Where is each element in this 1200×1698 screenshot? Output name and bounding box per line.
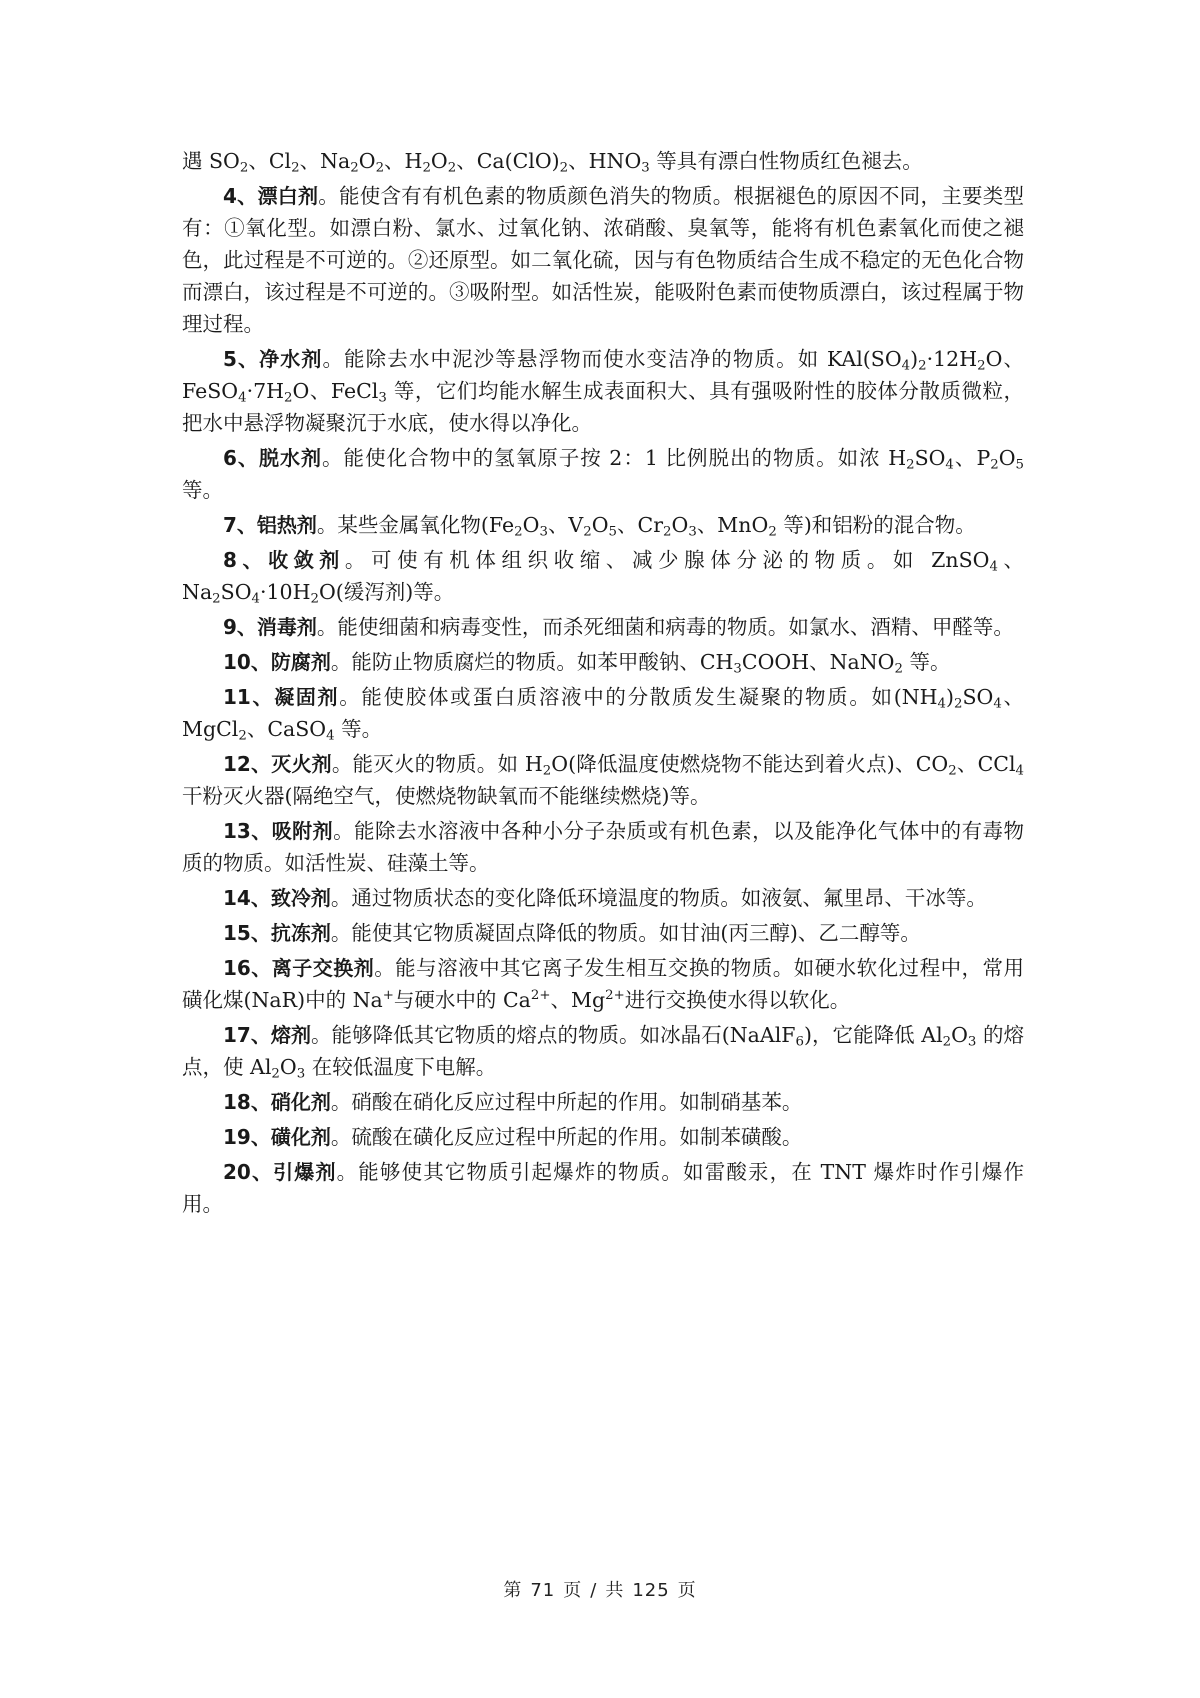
page-label: 第 bbox=[503, 1580, 523, 1601]
item-preservative: 10、防腐剂。能防止物质腐烂的物质。如苯甲酸钠、$CH_3COOH$、NaNO$_2$ 等。 bbox=[223, 650, 951, 677]
total-pages: 125 bbox=[632, 1580, 670, 1601]
item-disinfectant: 9、消毒剂。能使细菌和病毒变性，而杀死细菌和病毒的物质。如氯水、酒精、甲醛等。 bbox=[223, 615, 1014, 639]
item-detonator: 20、引爆剂。能够使其它物质引起爆炸的物质。如雷酸汞，在 TNT 爆炸时作引爆作用。 bbox=[182, 1160, 1024, 1216]
item-refrigerant: 14、致冷剂。通过物质状态的变化降低环境温度的物质。如液氨、氟里昂、干冰等。 bbox=[223, 886, 987, 910]
document-body bbox=[182, 145, 1024, 1223]
paragraph-intro: 遇 $SO_2$、$Cl_2$、$Na_2O_2$、$H_2O_2$、$Ca(ClO)_2$、$HNO_3$ 等具有漂白性物质红色褪去。 bbox=[182, 149, 923, 176]
total-label: 共 bbox=[605, 1580, 625, 1601]
item-sulfonating-agent: 19、磺化剂。硫酸在磺化反应过程中所起的作用。如制苯磺酸。 bbox=[223, 1125, 803, 1149]
item-coagulant: 11、凝固剂。能使胶体或蛋白质溶液中的分散质发生凝聚的物质。如$(NH_4)_2SO_4$、MgCl$_2$、CaSO$_4$ 等。 bbox=[182, 685, 1025, 744]
item-adsorbent: 13、吸附剂。能除去水溶液中各种小分子杂质或有机色素，以及能净化气体中的有毒物质的物质。如活性炭、硅藻土等。 bbox=[182, 819, 1024, 875]
item-bleaching-agent: 4、漂白剂。能使含有有机色素的物质颜色消失的物质。根据褪色的原因不同，主要类型有：①氧化型。如漂白粉、氯水、过氧化钠、浓硝酸、臭氧等，能将有机色素氧化而使之褪色，此过程是不可逆的。②还原型。如二氧化硫，因与有色物质结合生成不稳定的无色化合物而漂白，该过程是不可逆的。③吸附型。如活性炭，能吸附色素而使物质漂白，该过程属于物理过程。 bbox=[182, 184, 1024, 336]
total-unit: 页 bbox=[677, 1580, 697, 1601]
page-unit: 页 bbox=[563, 1580, 583, 1601]
item-dehydrating-agent: 6、脱水剂。能使化合物中的氢氧原子按 2：1 比例脱出的物质。如浓 $H_2SO_4$、$P_2O_5$等。 bbox=[182, 446, 1025, 502]
item-ion-exchanger: 16、离子交换剂。能与溶液中其它离子发生相互交换的物质。如硬水软化过程中，常用磺化煤(NaR)中的 Na+与硬水中的 $Ca^{2+}$、$Mg^{2+}$进行交换使水得以软化。 bbox=[182, 956, 1025, 1012]
item-water-purifier: 5、净水剂。能除去水中泥沙等悬浮物而使水变洁净的物质。如 $KAl(SO_4)_2\cdot 12H_2O$、$FeSO_4\cdot 7H_2O$、FeCl$_3$ 等，它们均能水解生成表面积大、具有强吸附性的胶体分散质微粒，把水中悬浮物凝聚沉于水底，使水得以净化。 bbox=[182, 347, 1024, 435]
item-extinguishing-agent: 12、灭火剂。能灭火的物质。如 $H_2O$(降低温度使燃烧物不能达到着火点)、$CO_2$、CCl$_4$干粉灭火器(隔绝空气，使燃烧物缺氧而不能继续燃烧)等。 bbox=[182, 752, 1025, 808]
page-separator: / bbox=[590, 1580, 598, 1601]
item-thermite: 7、铝热剂。某些金属氧化物($Fe_2O_3$、$V_2O_5$、$Cr_2O_3$、MnO$_2$ 等)和铝粉的混合物。 bbox=[223, 513, 976, 540]
item-astringent: 8、收敛剂。可使有机体组织收缩、减少腺体分泌的物质。如 ZnSO$_4$、$Na_2SO_4\cdot 10H_2O$(缓泻剂)等。 bbox=[182, 548, 1025, 607]
item-flux: 17、熔剂。能够降低其它物质的熔点的物质。如冰晶石(NaAlF$_6$)，它能降低 $Al_2O_3$ 的熔点，使 $Al_2O_3$ 在较低温度下电解。 bbox=[182, 1023, 1024, 1082]
item-nitrating-agent: 18、硝化剂。硝酸在硝化反应过程中所起的作用。如制硝基苯。 bbox=[223, 1090, 803, 1114]
page-footer bbox=[0, 1576, 1200, 1602]
item-antifreeze: 15、抗冻剂。能使其它物质凝固点降低的物质。如甘油(丙三醇)、乙二醇等。 bbox=[223, 921, 921, 945]
page-number: 71 bbox=[530, 1580, 556, 1601]
